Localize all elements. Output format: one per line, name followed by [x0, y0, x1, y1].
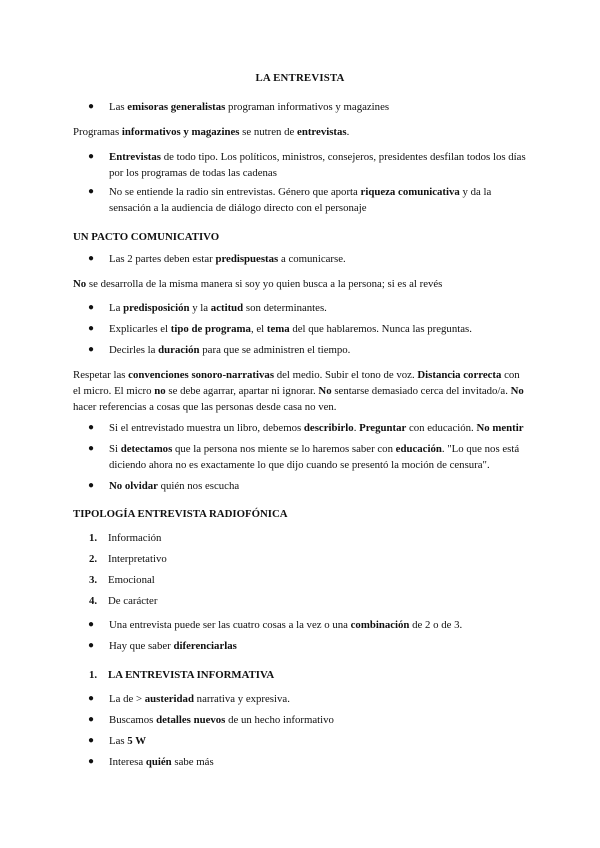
bullet-text: Las emisoras generalistas programan informativos y magazines	[109, 101, 390, 113]
paragraph: No se desarrolla de la misma manera si soy yo quien busca a la persona; si es al revés	[73, 278, 443, 290]
bullet-text: Las 5 W	[109, 735, 146, 747]
bullet-text: La predisposición y la actitud son determinantes.	[109, 302, 327, 314]
bullet-item	[88, 754, 528, 770]
bullet-item	[88, 342, 528, 358]
numbered-item	[89, 530, 529, 546]
bullet-marker: ●	[88, 640, 95, 651]
bullet-item	[88, 478, 528, 494]
bullet-marker: ●	[88, 422, 95, 433]
bullet-text: Entrevistas de todo tipo. Los políticos, ministros, consejeros, presidentes desfilan todos los días por los programas de todas las cadenas	[109, 151, 526, 180]
bullet-text: Decirles la duración para que se administren el tiempo.	[109, 344, 351, 356]
bullet-item	[88, 638, 528, 654]
paragraph: Respetar las convenciones sonoro-narrativas del medio. Subir el tono de voz. Distancia correcta con el micro. El micro no se debe agarrar, apartar ni ignorar. No sentarse demasiado cerca del invitado/a. No hacer referencias a cosas que las personas desde casa no ven.	[73, 369, 524, 414]
bullet-item	[88, 733, 528, 749]
document-title: LA ENTREVISTA	[255, 72, 345, 84]
bullet-item	[88, 617, 528, 633]
numbered-heading	[89, 667, 529, 683]
bullet-item	[88, 321, 528, 337]
section-heading: UN PACTO COMUNICATIVO	[73, 231, 220, 243]
item-number: 2.	[89, 553, 98, 565]
bullet-marker: ●	[88, 714, 95, 725]
bullet-text: Interesa quién sabe más	[109, 756, 214, 768]
item-text: Interpretativo	[108, 553, 167, 565]
section-heading: LA ENTREVISTA INFORMATIVA	[108, 669, 275, 681]
bullet-marker: ●	[88, 101, 95, 112]
item-number: 4.	[89, 595, 98, 607]
bullet-text: Una entrevista puede ser las cuatro cosas a la vez o una combinación de 2 o de 3.	[109, 619, 463, 631]
bullet-text: No se entiende la radio sin entrevistas. Género que aporta riqueza comunicativa y da la sensación a la audiencia de diálogo directo con el personaje	[109, 186, 492, 215]
bullet-text: No olvidar quién nos escucha	[109, 480, 240, 492]
bullet-text: Si el entrevistado muestra un libro, debemos describirlo. Preguntar con educación. No mentir	[109, 422, 524, 434]
numbered-item	[89, 593, 529, 609]
bullet-item	[88, 184, 528, 216]
bullet-marker: ●	[88, 480, 95, 491]
numbered-item	[89, 572, 529, 588]
bullet-marker: ●	[88, 323, 95, 334]
bullet-text: Buscamos detalles nuevos de un hecho informativo	[109, 714, 334, 726]
bullet-marker: ●	[88, 344, 95, 355]
bullet-item	[88, 99, 528, 115]
bullet-item	[88, 691, 528, 707]
bullet-item	[88, 300, 528, 316]
paragraph: Programas informativos y magazines se nutren de entrevistas.	[73, 126, 350, 138]
section-heading: TIPOLOGÍA ENTREVISTA RADIOFÓNICA	[73, 508, 288, 520]
bullet-text: Hay que saber diferenciarlas	[109, 640, 237, 652]
bullet-item	[88, 251, 528, 267]
item-text: Emocional	[108, 574, 155, 586]
bullet-marker: ●	[88, 186, 95, 197]
bullet-text: Explicarles el tipo de programa, el tema del que hablaremos. Nunca las preguntas.	[109, 323, 472, 335]
numbered-item	[89, 551, 529, 567]
bullet-item	[88, 441, 528, 473]
bullet-item	[88, 712, 528, 728]
bullet-text: La de > austeridad narrativa y expresiva.	[109, 693, 290, 705]
item-number: 1.	[89, 669, 98, 681]
bullet-text: Si detectamos que la persona nos miente se lo haremos saber con educación. "Lo que nos está diciendo ahora no es exactamente lo que dijo cuando se presentó la moción de censura".	[109, 443, 520, 472]
bullet-marker: ●	[88, 756, 95, 767]
bullet-marker: ●	[88, 151, 95, 162]
item-text: Información	[108, 532, 162, 544]
bullet-marker: ●	[88, 443, 95, 454]
bullet-marker: ●	[88, 253, 95, 264]
bullet-item	[88, 149, 528, 181]
item-text: De carácter	[108, 595, 158, 607]
bullet-marker: ●	[88, 302, 95, 313]
item-number: 3.	[89, 574, 98, 586]
item-number: 1.	[89, 532, 98, 544]
bullet-marker: ●	[88, 619, 95, 630]
bullet-marker: ●	[88, 735, 95, 746]
bullet-text: Las 2 partes deben estar predispuestas a comunicarse.	[109, 253, 346, 265]
bullet-item	[88, 420, 528, 436]
bullet-marker: ●	[88, 693, 95, 704]
